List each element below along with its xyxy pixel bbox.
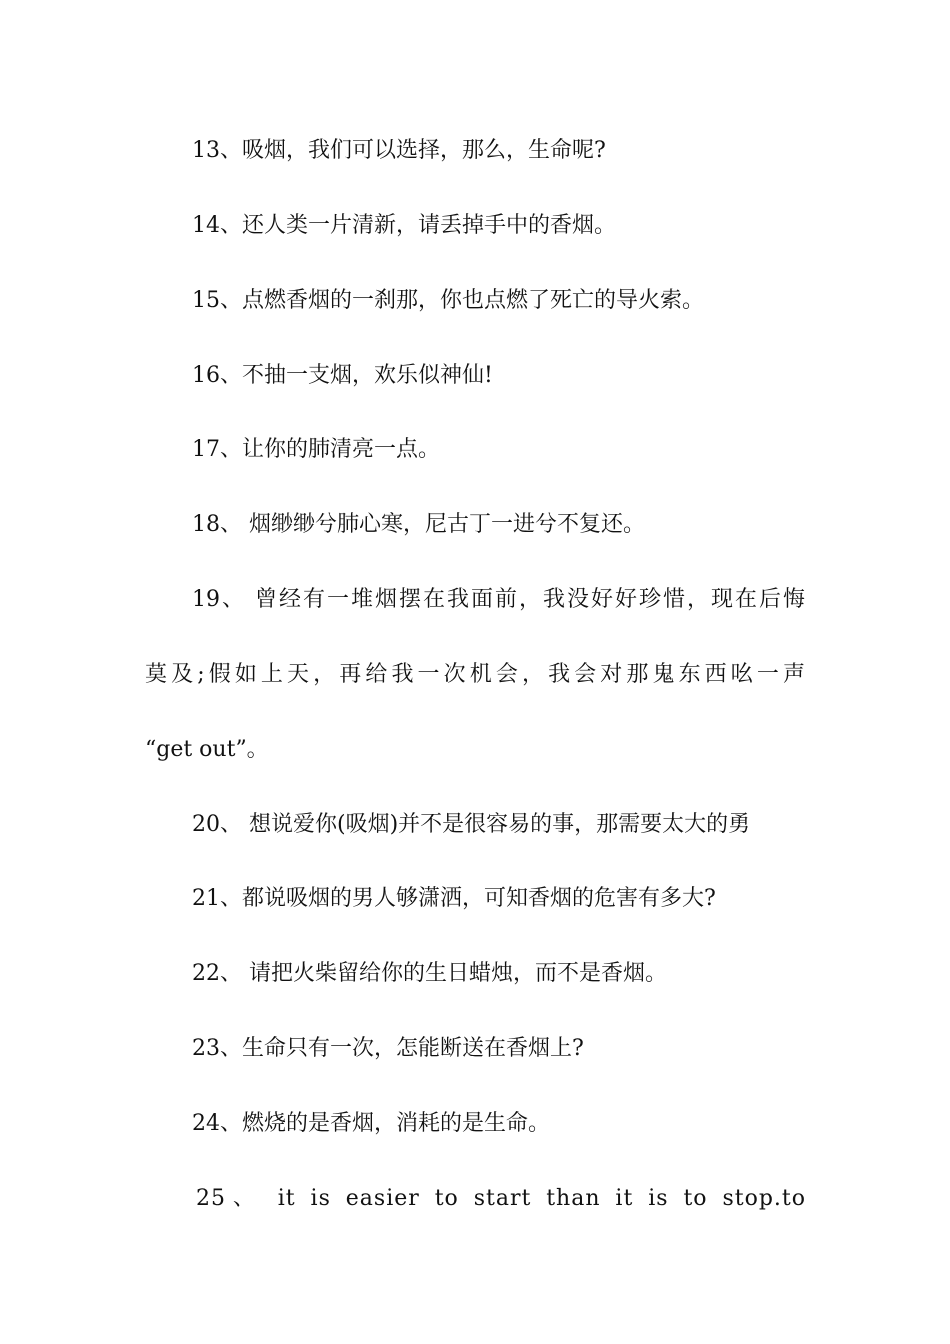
slogan-16: 16、不抽一支烟，欢乐似神仙! <box>192 363 493 388</box>
slogan-19-line-3: “get out”。 <box>145 737 269 762</box>
slogan-19-line-1: 19、 曾经有一堆烟摆在我面前，我没好好珍惜，现在后悔 <box>192 587 805 612</box>
slogan-19-line-2: 莫及;假如上天，再给我一次机会，我会对那鬼东西吆一声 <box>145 662 805 687</box>
slogan-13: 13、吸烟，我们可以选择，那么，生命呢? <box>192 138 606 163</box>
slogan-15: 15、点燃香烟的一刹那，你也点燃了死亡的导火索。 <box>192 288 704 313</box>
slogan-21: 21、都说吸烟的男人够潇洒，可知香烟的危害有多大? <box>192 886 716 911</box>
slogan-22: 22、 请把火柴留给你的生日蜡烛，而不是香烟。 <box>192 961 667 986</box>
slogan-24: 24、燃烧的是香烟，消耗的是生命。 <box>192 1111 550 1136</box>
slogan-18: 18、 烟缈缈兮肺心寒，尼古丁一进兮不复还。 <box>192 512 645 537</box>
slogan-17: 17、让你的肺清亮一点。 <box>192 437 440 462</box>
slogan-25: 25、 it is easier to start than it is to stop.to <box>196 1186 806 1211</box>
slogan-14: 14、还人类一片清新，请丢掉手中的香烟。 <box>192 213 616 238</box>
slogan-23: 23、生命只有一次，怎能断送在香烟上? <box>192 1036 584 1061</box>
slogan-20: 20、 想说爱你(吸烟)并不是很容易的事，那需要太大的勇 <box>192 812 751 837</box>
